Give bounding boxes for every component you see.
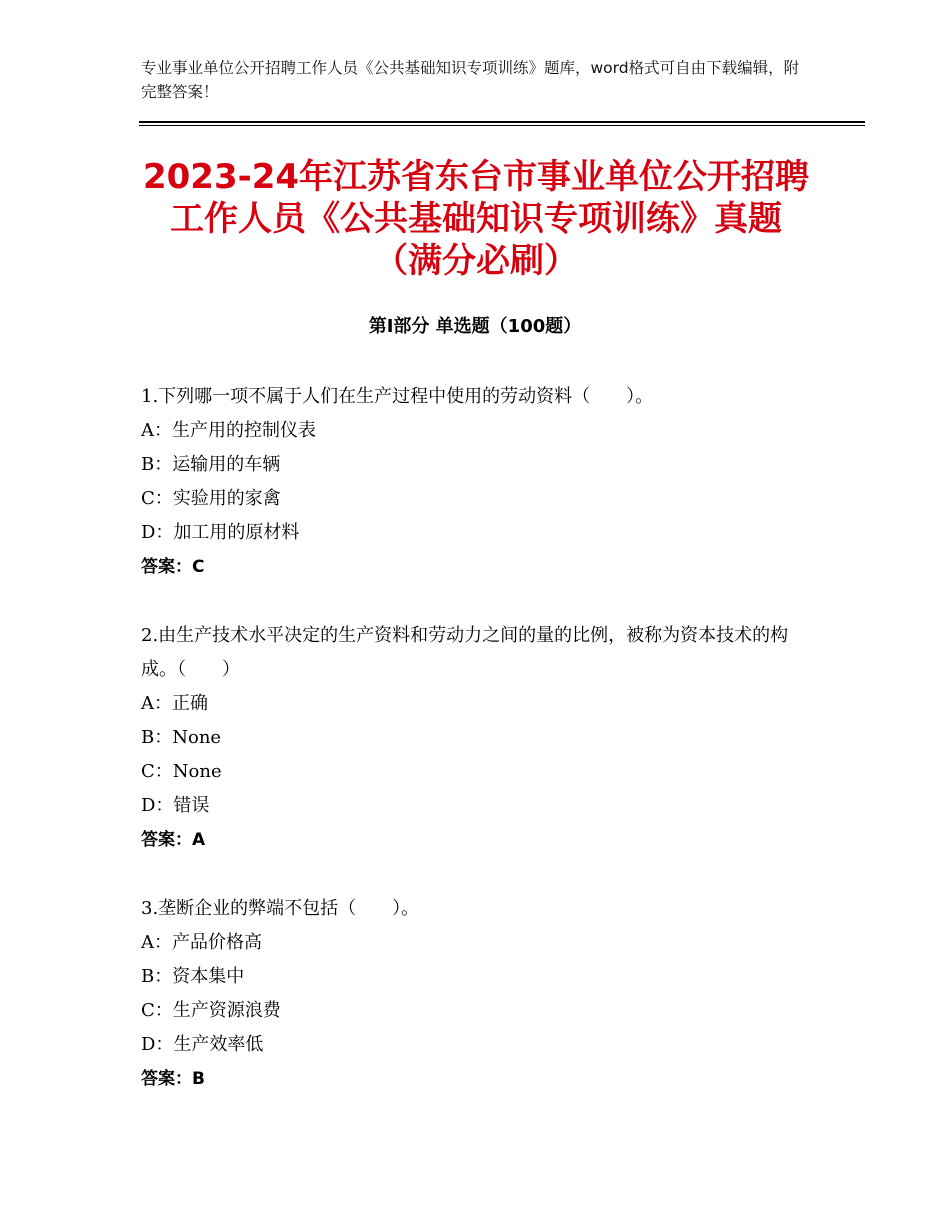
option-a: A：产品价格高 — [141, 932, 262, 953]
answer-label: 答案：A — [141, 830, 206, 850]
question-1 — [141, 380, 811, 584]
answer-label: 答案：C — [141, 557, 205, 577]
option-c: C：生产资源浪费 — [141, 1000, 281, 1021]
question-stem: 1.下列哪一项不属于人们在生产过程中使用的劳动资料（ ）。 — [141, 386, 654, 407]
option-b: B：资本集中 — [141, 966, 245, 987]
question-2 — [141, 619, 811, 857]
question-stem: 3.垄断企业的弊端不包括（ ）。 — [141, 898, 420, 919]
option-a: A：生产用的控制仪表 — [141, 420, 316, 441]
option-b: B：None — [141, 727, 222, 748]
option-c: C：None — [141, 761, 222, 782]
question-3 — [141, 892, 811, 1096]
option-d: D：错误 — [141, 795, 210, 816]
option-b: B：运输用的车辆 — [141, 454, 281, 475]
option-d: D：生产效率低 — [141, 1034, 264, 1055]
title-line: （满分必刷） — [374, 241, 578, 281]
option-d: D：加工用的原材料 — [141, 522, 300, 543]
header-note: 专业事业单位公开招聘工作人员《公共基础知识专项训练》题库，word格式可自由下载编辑，附完整答案！ — [141, 59, 800, 101]
option-c: C：实验用的家禽 — [141, 488, 281, 509]
question-stem: 2.由生产技术水平决定的生产资料和劳动力之间的量的比例，被称为资本技术的构成。（ ） — [141, 625, 789, 680]
section-title: 第Ⅰ部分 单选题（100题） — [368, 316, 582, 337]
option-a: A：正确 — [141, 693, 208, 714]
header-rule-thick — [139, 121, 865, 123]
title-line: 2023-24年江苏省东台市事业单位公开招聘 — [142, 157, 810, 197]
header-rule-thin — [139, 125, 865, 126]
document-title — [120, 156, 832, 282]
title-line: 工作人员《公共基础知识专项训练》真题 — [170, 199, 782, 239]
answer-label: 答案：B — [141, 1069, 205, 1089]
